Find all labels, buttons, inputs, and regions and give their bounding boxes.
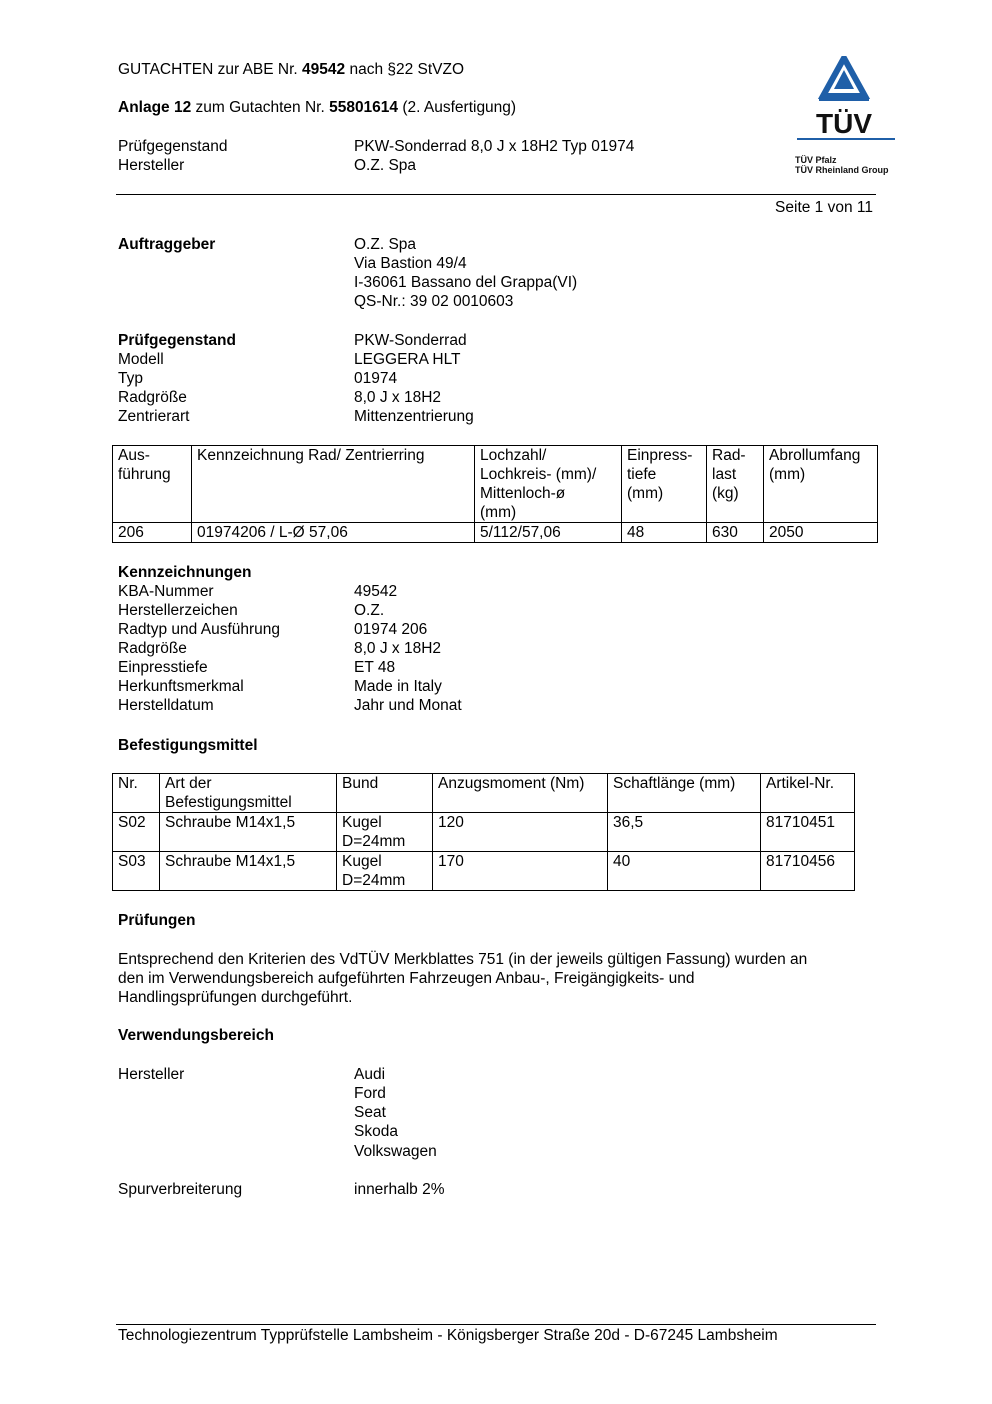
kenn-value: O.Z. <box>354 602 385 619</box>
table-row <box>113 523 878 543</box>
spur-value: innerhalb 2% <box>354 1181 445 1198</box>
pruefgegenstand-value: PKW-Sonderrad <box>354 332 467 349</box>
kenn-label: Herstelldatum <box>118 697 214 714</box>
hersteller-item: Audi <box>354 1066 386 1083</box>
document-title <box>118 60 464 79</box>
table-cell: 5/112/57,06 <box>475 523 622 543</box>
hersteller-item: Skoda <box>354 1123 398 1140</box>
table-cell: Schraube M14x1,5 <box>160 813 337 852</box>
header-divider <box>116 194 876 195</box>
ausfertigung-text: (2. Ausfertigung) <box>398 99 517 116</box>
kenn-value: ET 48 <box>354 659 396 676</box>
table-cell: Schraube M14x1,5 <box>160 852 337 891</box>
zentrierart-value: Mittenzentrierung <box>354 408 474 425</box>
verwendung-hersteller-label: Hersteller <box>118 1066 185 1083</box>
anlage-text: zum Gutachten Nr. <box>191 99 330 116</box>
header-cell: Bund <box>337 774 433 813</box>
table-cell: 206 <box>113 523 192 543</box>
anlage-line <box>118 98 516 117</box>
kenn-value: 49542 <box>354 583 398 600</box>
table-row <box>113 852 855 891</box>
auftraggeber-line: O.Z. Spa <box>354 236 417 253</box>
title-suffix: nach §22 StVZO <box>345 61 465 78</box>
table-cell: 48 <box>622 523 707 543</box>
spur-label: Spurverbreiterung <box>118 1181 243 1198</box>
gutachten-number: 55801614 <box>329 99 399 116</box>
anlage-number: Anlage 12 <box>118 99 192 116</box>
pruefungen-heading: Prüfungen <box>118 912 196 929</box>
table-header-row <box>113 774 855 813</box>
typ-value: 01974 <box>354 370 398 387</box>
zentrierart-label: Zentrierart <box>118 408 190 425</box>
table-cell: 630 <box>707 523 764 543</box>
page-number: Seite 1 von 11 <box>775 199 873 216</box>
typ-label: Typ <box>118 370 143 387</box>
footer-divider <box>116 1324 876 1325</box>
abe-number: 49542 <box>302 61 346 78</box>
modell-label: Modell <box>118 351 164 368</box>
pruefungen-text: Handlingsprüfungen durchgeführt. <box>118 989 353 1006</box>
hersteller-item: Ford <box>354 1085 386 1102</box>
befestigung-heading: Befestigungsmittel <box>118 737 258 754</box>
header-cell: Kennzeichnung Rad/ Zentrierring <box>192 446 475 523</box>
kenn-label: Herkunftsmerkmal <box>118 678 244 695</box>
table-cell: Kugel D=24mm <box>337 852 433 891</box>
kenn-label: Herstellerzeichen <box>118 602 238 619</box>
header-hersteller-label: Hersteller <box>118 157 185 174</box>
title-text: GUTACHTEN zur ABE Nr. <box>118 61 303 78</box>
radgroesse-value: 8,0 J x 18H2 <box>354 389 442 406</box>
logo-sub2: TÜV Rheinland Group <box>795 165 889 175</box>
pruefgegenstand-heading: Prüfgegenstand <box>118 332 236 349</box>
kennzeichnungen-heading: Kennzeichnungen <box>118 564 252 581</box>
table-cell: Kugel D=24mm <box>337 813 433 852</box>
table-cell: 81710451 <box>761 813 855 852</box>
rad-table <box>112 445 878 543</box>
verwendung-heading: Verwendungsbereich <box>118 1027 274 1044</box>
header-cell: Aus- führung <box>113 446 192 523</box>
header-cell: Lochzahl/ Lochkreis- (mm)/ Mittenloch-ø (mm) <box>475 446 622 523</box>
tuv-logo-brand: TÜV <box>816 108 872 139</box>
header-cell: Artikel-Nr. <box>761 774 855 813</box>
auftraggeber-label: Auftraggeber <box>118 236 216 253</box>
table-cell: 2050 <box>764 523 878 543</box>
radgroesse-label: Radgröße <box>118 389 187 406</box>
kenn-value: Made in Italy <box>354 678 442 695</box>
logo-sub1: TÜV Pfalz <box>795 155 837 165</box>
table-cell: S03 <box>113 852 160 891</box>
header-hersteller-value: O.Z. Spa <box>354 157 417 174</box>
kenn-value: 01974 206 <box>354 621 428 638</box>
header-cell: Nr. <box>113 774 160 813</box>
hersteller-item: Volkswagen <box>354 1143 437 1160</box>
table-cell: 81710456 <box>761 852 855 891</box>
auftraggeber-line: I-36061 Bassano del Grappa(VI) <box>354 274 578 291</box>
header-cell: Einpress- tiefe (mm) <box>622 446 707 523</box>
table-cell: 01974206 / L-Ø 57,06 <box>192 523 475 543</box>
table-cell: 120 <box>433 813 608 852</box>
auftraggeber-line: QS-Nr.: 39 02 0010603 <box>354 293 514 310</box>
table-header-row <box>113 446 878 523</box>
kenn-label: KBA-Nummer <box>118 583 214 600</box>
footer-text: Technologiezentrum Typprüfstelle Lambsheim - Königsberger Straße 20d - D-67245 Lambsheim <box>118 1327 778 1344</box>
kenn-label: Radgröße <box>118 640 187 657</box>
kenn-value: 8,0 J x 18H2 <box>354 640 442 657</box>
table-cell: 40 <box>608 852 761 891</box>
auftraggeber-line: Via Bastion 49/4 <box>354 255 467 272</box>
kenn-value: Jahr und Monat <box>354 697 462 714</box>
header-cell: Abrollumfang (mm) <box>764 446 878 523</box>
table-cell: 36,5 <box>608 813 761 852</box>
header-pruef-value: PKW-Sonderrad 8,0 J x 18H2 Typ 01974 <box>354 138 635 155</box>
header-cell: Rad- last (kg) <box>707 446 764 523</box>
pruefungen-text: den im Verwendungsbereich aufgeführten Fahrzeugen Anbau-, Freigängigkeits- und <box>118 970 695 987</box>
pruefungen-text: Entsprechend den Kriterien des VdTÜV Merkblattes 751 (in der jeweils gültigen Fassung) wurden an <box>118 951 808 968</box>
table-cell: S02 <box>113 813 160 852</box>
header-cell: Schaftlänge (mm) <box>608 774 761 813</box>
hersteller-item: Seat <box>354 1104 386 1121</box>
befestigung-table <box>112 773 855 891</box>
header-pruef-label: Prüfgegenstand <box>118 138 228 155</box>
kenn-label: Radtyp und Ausführung <box>118 621 281 638</box>
table-cell: 170 <box>433 852 608 891</box>
kenn-label: Einpresstiefe <box>118 659 208 676</box>
table-row <box>113 813 855 852</box>
header-cell: Anzugsmoment (Nm) <box>433 774 608 813</box>
modell-value: LEGGERA HLT <box>354 351 461 368</box>
header-cell: Art der Befestigungsmittel <box>160 774 337 813</box>
